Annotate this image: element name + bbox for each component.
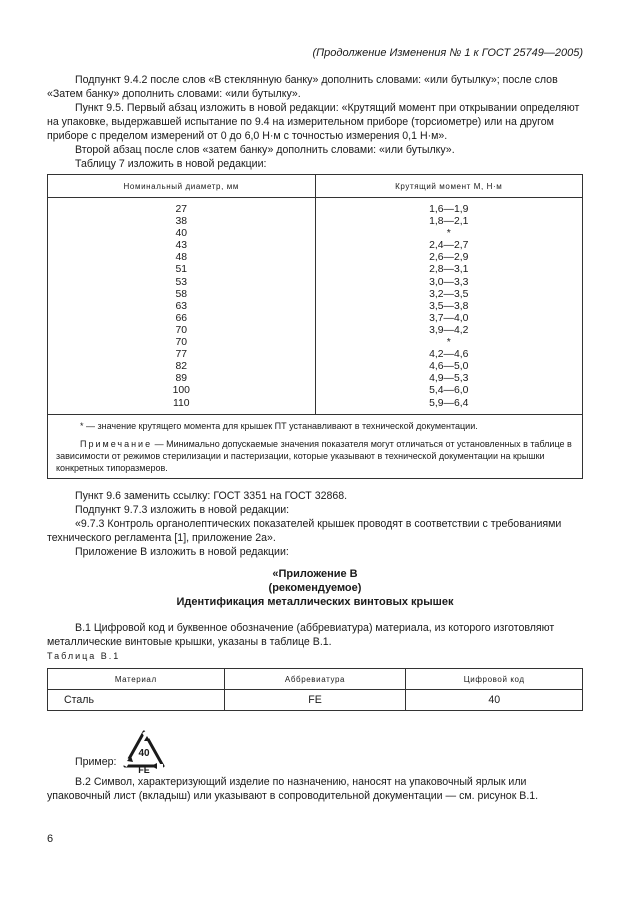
table7-notes (48, 415, 583, 479)
table7-header-diameter: Номинальный диаметр, мм (48, 175, 316, 198)
paragraph-second-abzac: Второй абзац после слов «затем банку» дополнить словами: «или бутылку». (75, 144, 455, 156)
paragraph-9-4-2: Подпункт 9.4.2 после слов «В стеклянную банку» дополнить словами: «или бутылку»; после слов «Затем банку» дополнить словами: «или бутылку». (47, 74, 558, 100)
table7-torque-column: 1,6—1,9 1,8—2,1 * 2,4—2,7 2,6—2,9 2,8—3,1 3,0—3,3 3,2—3,5 3,5—3,8 3,7—4,0 3,9—4,2 * 4,2—4,6 4,6—5,0 4,9—5,3 5,4—6,0 5,9—6,4 (315, 198, 583, 415)
table7-footnote: * — значение крутящего момента для крышек ПТ устанавливают в технической документации. (80, 421, 478, 431)
paragraph-b2: В.2 Символ, характеризующий изделие по назначению, наносят на упаковочный ярлык или упаковочный лист (вкладыш) или указывают в сопроводительной документации — см. рисунок В.1. (47, 776, 539, 802)
tb1-cell-material: Сталь (48, 690, 225, 711)
appendix-subtitle: (рекомендуемое) (268, 582, 362, 594)
tb1-header-abbreviation: Аббревиатура (224, 669, 406, 690)
page-number: 6 (47, 833, 54, 845)
table7-note (56, 438, 574, 474)
note-text: — Минимально допускаемые значения показателя могут отличаться от установленных в таблице в зависимости от режимов стерилизации и пастеризации, которые указывают в технической документации на крышки конкретных типоразмеров. (56, 439, 572, 473)
paragraph-9-7-3-intro: Подпункт 9.7.3 изложить в новой редакции: (75, 504, 290, 516)
running-header: (Продолжение Изменения № 1 к ГОСТ 25749—2005) (312, 47, 583, 59)
note-label: Примечание (80, 439, 153, 449)
appendix-heading: Идентификация металлических винтовых крышек (176, 596, 454, 608)
recycle-code: 40 (138, 748, 150, 759)
example-label: Пример: (75, 756, 117, 768)
recycling-symbol-icon (121, 728, 167, 774)
tb1-header-code: Цифровой код (406, 669, 583, 690)
appendix-title: «Приложение В (272, 568, 358, 580)
paragraph-appendix-intro: Приложение В изложить в новой редакции: (75, 546, 289, 558)
paragraph-9-6: Пункт 9.6 заменить ссылку: ГОСТ 3351 на ГОСТ 32868. (75, 490, 348, 502)
table7-diameter-column: 27 38 40 43 48 51 53 58 63 66 70 70 77 82 89 100 110 (48, 198, 316, 415)
table-7 (47, 174, 583, 479)
paragraph-table7-intro: Таблицу 7 изложить в новой редакции: (75, 158, 267, 170)
tb1-cell-code: 40 (406, 690, 583, 711)
paragraph-9-5: Пункт 9.5. Первый абзац изложить в новой редакции: «Крутящий момент при открывании определяют на упаковке, выдержавшей испытание по 9.4 на измерительном приборе (торсиометре) или на другом приборе с пределом измерений от 0 до 6,0 Н·м с точностью измерения 0,1 Н·м». (47, 102, 580, 142)
tb1-header-material: Материал (48, 669, 225, 690)
table7-header-torque: Крутящий момент М, Н·м (315, 175, 583, 198)
table-b1 (47, 668, 583, 711)
table-b1-caption: Таблица В.1 (47, 651, 121, 661)
recycle-abbreviation: FE (138, 765, 150, 774)
tb1-cell-abbreviation: FE (224, 690, 406, 711)
paragraph-9-7-3-text: «9.7.3 Контроль органолептических показателей крышек проводят в соответствии с требованиями технического регламента [1], приложение 2а». (47, 518, 562, 544)
paragraph-b1: В.1 Цифровой код и буквенное обозначение (аббревиатура) материала, из которого изготовляют металлические винтовые крышки, указаны в таблице В.1. (47, 622, 555, 648)
